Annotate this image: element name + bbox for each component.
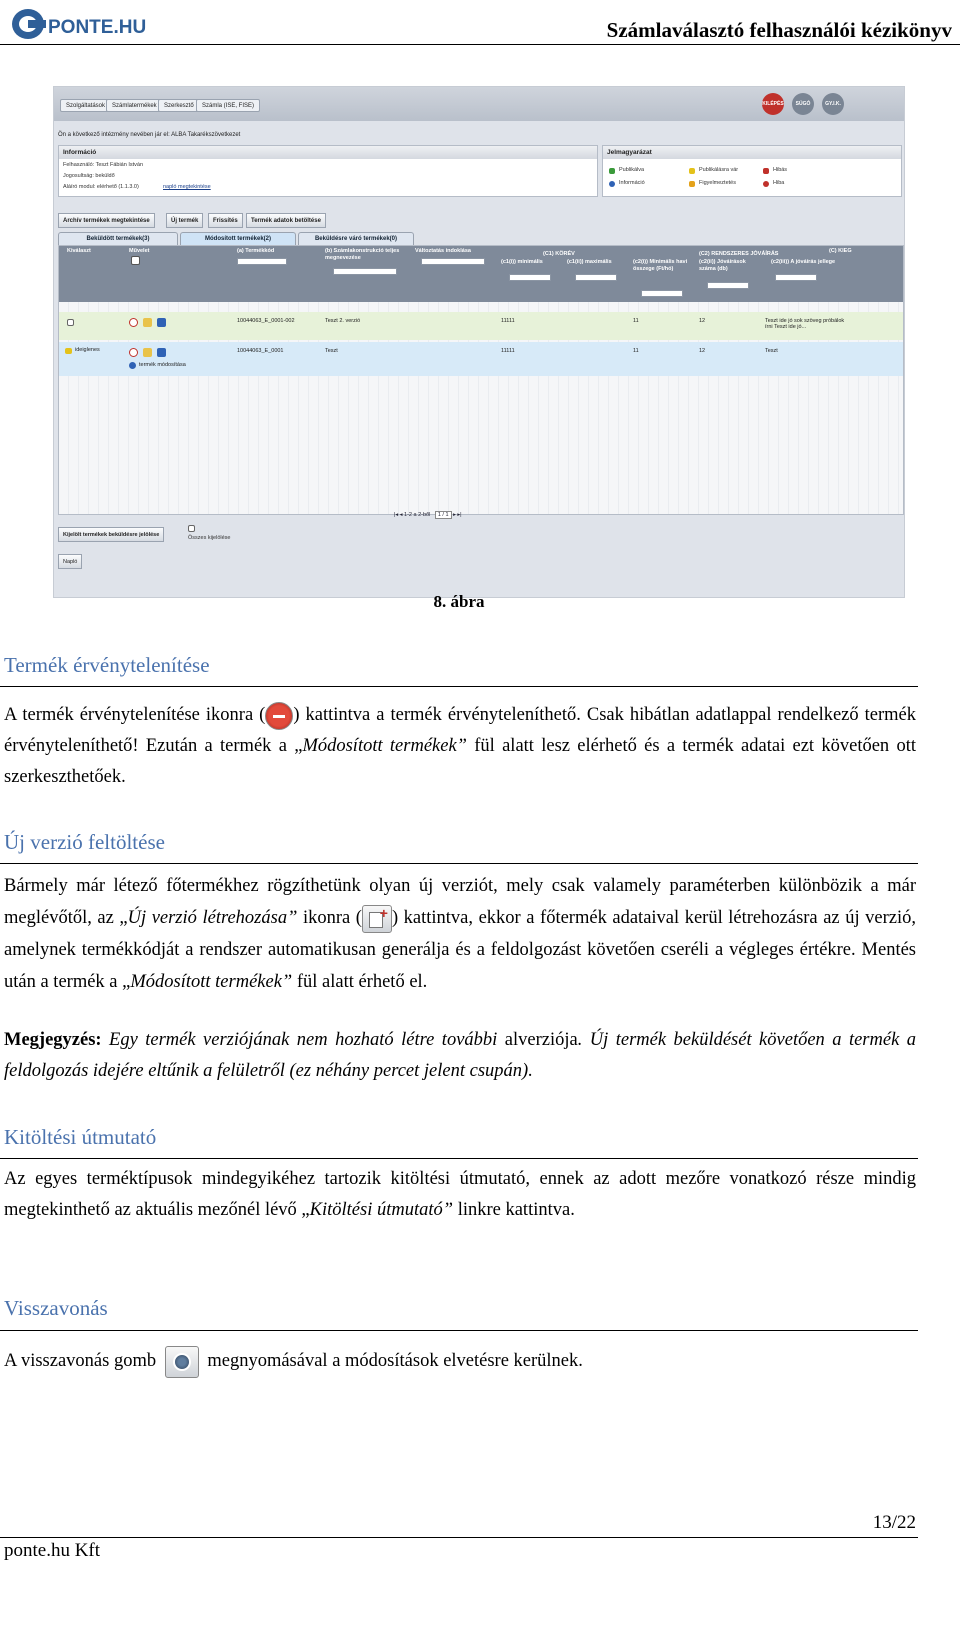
paragraph-fill-guide — [4, 1164, 916, 1226]
invalidate-icon[interactable] — [129, 318, 138, 327]
legend-info: Információ — [619, 180, 645, 186]
heading-fill-guide: Kitöltési útmutató — [4, 1125, 157, 1149]
row-note: Teszt — [765, 348, 778, 354]
row-info: termék módosítása — [139, 362, 186, 368]
filter-reason[interactable] — [421, 258, 485, 265]
col-c2-count: (c2(ii)) Jóváírások száma (db) — [699, 259, 746, 272]
text-run: ) kattintva, ekkor a főtermék adataival kerül létrehozásra az új verzió, amelynek termékkódját a rendszer automatikusan generálja és a feldolgozást követően cseréli a végleges értékre. Mentés után a termék a „ — [4, 908, 916, 992]
paragraph-invalidate — [4, 700, 916, 793]
row-value-3: 12 — [699, 318, 706, 324]
filter-c1-max[interactable] — [575, 274, 617, 281]
row-code: 10044063_E_0001 — [237, 348, 284, 354]
table-row[interactable] — [59, 342, 903, 376]
institution-line: Ön a következő intézmény nevében jár el: ALBA Takarékszövetkezet — [58, 132, 241, 138]
nav-tab-services[interactable]: Szolgáltatások — [60, 99, 111, 112]
log-button[interactable]: Napló — [58, 554, 82, 569]
row-name: Teszt 2. verzió — [325, 318, 361, 324]
footer-company: ponte.hu Kft — [4, 1540, 101, 1561]
tab-modified-products[interactable]: Módosított termékek(2) — [180, 232, 296, 245]
select-all-checkbox[interactable] — [188, 525, 195, 532]
new-version-icon: + — [362, 905, 392, 933]
filter-c2-min[interactable] — [641, 290, 683, 297]
products-grid — [58, 245, 904, 515]
filter-c1-min[interactable] — [509, 274, 551, 281]
faulty-icon — [763, 168, 769, 174]
footer-rule — [0, 1537, 918, 1538]
info-box-title: Információ — [59, 146, 597, 159]
ponte-logo — [8, 6, 183, 42]
section-rule — [0, 863, 918, 864]
published-icon — [609, 168, 615, 174]
col-action: Művelet — [129, 248, 150, 254]
info-box — [58, 145, 598, 197]
logout-button[interactable]: KILÉPÉS — [762, 93, 784, 115]
filter-c2-type[interactable] — [775, 274, 817, 281]
text-run: A visszavonás gomb — [4, 1351, 157, 1371]
heading-revoke: Visszavonás — [4, 1296, 108, 1320]
info-user: Felhasználó: Teszt Fábián István — [63, 162, 143, 168]
help-button[interactable]: SÚGÓ — [792, 93, 814, 115]
col-c2-min: (c2(i)) Minimális havi összege (Ft/hó) — [633, 259, 688, 272]
edit-icon[interactable] — [143, 348, 152, 357]
info-signer: Aláíró modul: elérhető (1.1.3.0) — [63, 184, 139, 190]
info-role: Jogosultság: beküldő — [63, 173, 115, 179]
italic-text: Új verzió létrehozása” — [127, 908, 298, 928]
new-version-icon[interactable] — [157, 348, 166, 357]
italic-text: . Új termék beküldését követően a termék a feldolgozás idejére eltűnik a felületről (ez néhány percet jelent csupán). — [4, 1030, 916, 1081]
grid-header — [59, 246, 903, 302]
row-checkbox[interactable] — [67, 319, 74, 326]
text-run: megnyomásával a módosítások elvetésre kerülnek. — [207, 1351, 583, 1371]
select-all-label: Összes kijelölése — [188, 535, 231, 541]
text-run: Az egyes terméktípusok mindegyikéhez tartozik kitöltési útmutató, ennek az adott mezőre vonatkozó része mindig megtekinthető az aktuális mezőnél lévő „ — [4, 1169, 916, 1220]
col-c1-min: (c1(i)) minimális — [501, 259, 543, 265]
heading-new-version: Új verzió feltöltése — [4, 830, 165, 854]
text-run: fül alatt lesz elérhető és a termék adatai ezt követően ott szerkeszthetőek. — [4, 736, 917, 787]
nav-tab-editor[interactable]: Szerkesztő — [158, 99, 200, 112]
info-icon — [609, 181, 615, 187]
pending-flag-icon — [65, 348, 72, 354]
row-value-1: 11111 — [501, 348, 515, 354]
logo-graphic — [8, 6, 183, 42]
col-code: (a) Termékkód — [237, 248, 275, 254]
row-value-2: 11 — [633, 348, 639, 354]
invalidate-icon[interactable] — [129, 348, 138, 357]
revoke-icon — [165, 1346, 199, 1378]
heading-invalidate: Termék érvénytelenítése — [4, 653, 210, 677]
italic-text: Kitöltési útmutató” — [309, 1200, 454, 1220]
edit-icon[interactable] — [143, 318, 152, 327]
refresh-button[interactable]: Frissítés — [208, 213, 243, 228]
col-c-extra: (C) KIEG — [829, 248, 852, 254]
col-c1-max: (c1(ii)) maximális — [567, 259, 612, 265]
text-run: linkre kattintva. — [453, 1200, 575, 1220]
legend-error: Hiba — [773, 180, 785, 186]
faq-button[interactable]: GY.I.K. — [822, 93, 844, 115]
italic-text: Módosított termékek” — [130, 972, 293, 992]
pager-text: 1-2 a 2-ből — [404, 512, 431, 518]
pager-next-icon[interactable]: ▸ ▸| — [453, 512, 462, 518]
archive-products-button[interactable]: Archív termékek megtekintése — [58, 213, 155, 228]
col-c2: (C2) RENDSZERES JÓVÁÍRÁS — [699, 251, 779, 257]
col-select: Kiválaszt — [67, 248, 91, 254]
paragraph-note — [4, 1025, 916, 1087]
nav-tab-account-products[interactable]: Számlatermékek — [106, 99, 163, 112]
legend-pending: Publikálásra vár — [699, 167, 739, 173]
logo-text: PONTE.HU — [48, 17, 147, 38]
text-run: alverziója — [504, 1030, 578, 1050]
pending-icon — [689, 168, 695, 174]
filter-name[interactable] — [333, 268, 397, 275]
tab-awaiting-products[interactable]: Beküldésre váró termékek(0) — [298, 232, 414, 245]
paragraph-new-version — [4, 870, 916, 998]
text-run: fül alatt érhető el. — [292, 972, 428, 992]
row-flag: ideiglenes — [75, 347, 100, 353]
warning-icon — [689, 181, 695, 187]
page-number: 13/22 — [872, 1512, 916, 1533]
load-product-data-button[interactable]: Termék adatok betöltése — [246, 213, 326, 228]
page-select[interactable]: 1 / 1 — [435, 511, 452, 519]
text-run: ) kattintva a termék érvényteleníthető. Csak hibátlan adatlappal rendelkező termék érvényteleníthető! Ezután a termék a „ — [4, 705, 917, 756]
table-row[interactable] — [59, 312, 903, 340]
new-product-button[interactable]: Új termék — [166, 213, 203, 228]
section-rule — [0, 1330, 918, 1331]
col-c2-type: (c2(iii)) A jóváírás jellege — [771, 259, 836, 265]
row-code: 10044063_E_0001-002 — [237, 318, 295, 324]
row-value-3: 12 — [699, 348, 706, 354]
row-value-1: 11111 — [501, 318, 515, 324]
text-run: ikonra ( — [297, 908, 362, 928]
error-icon — [763, 181, 769, 187]
paragraph-revoke — [4, 1343, 916, 1379]
nav-tab-account[interactable]: Számla (ISE, FISE) — [196, 99, 260, 112]
col-reason: Változtatás indoklása — [415, 248, 471, 254]
legend-published: Publikálva — [619, 167, 645, 173]
figure-caption: 8. ábra — [433, 592, 485, 611]
header-rule — [0, 44, 960, 45]
text-run: Bármely már létező főtermékhez rögzíthetünk olyan új verziót, mely csak valamely paraméterben különbözik a már meglévőtől, az „ — [4, 876, 916, 928]
text-run: A termék érvénytelenítése ikonra ( — [4, 705, 266, 725]
info-icon — [129, 362, 136, 369]
note-label: Megjegyzés: — [4, 1030, 102, 1050]
application-screenshot — [53, 86, 905, 598]
section-rule — [0, 1158, 918, 1159]
row-name: Teszt — [325, 348, 338, 354]
action-header-icon — [131, 256, 140, 265]
col-name: (b) Számlakonstrukció teljes megnevezése — [325, 248, 400, 261]
legend-box-title: Jelmagyarázat — [603, 146, 901, 159]
section-rule — [0, 686, 918, 687]
log-link[interactable]: napló megtekintése — [163, 184, 211, 190]
document-title: Számlaválasztó felhasználói kézikönyv — [606, 18, 952, 42]
legend-box — [602, 145, 902, 197]
row-value-2: 11 — [633, 318, 639, 324]
new-version-icon[interactable] — [157, 318, 166, 327]
legend-faulty: Hibás — [773, 167, 788, 173]
italic-text: Egy termék verziójának nem hozható létre további — [101, 1030, 505, 1050]
mark-for-submission-button[interactable]: Kijelölt termékek beküldésre jelölése — [58, 527, 164, 542]
pager-first-icon[interactable]: |◂ ◂ — [394, 512, 405, 518]
row-note: Teszt ide jó sok szöveg próbálok írni Teszt ide jó... — [765, 318, 845, 330]
pager — [394, 512, 462, 518]
legend-warning: Figyelmeztetés — [699, 180, 736, 186]
invalidate-icon — [265, 702, 293, 730]
filter-code[interactable] — [237, 258, 287, 265]
italic-text: Módosított termékek” — [302, 736, 467, 756]
col-c1: (C1) KÖRÉV — [543, 251, 575, 257]
filter-c2-count[interactable] — [707, 282, 749, 289]
tab-submitted-products[interactable]: Beküldött termékek(3) — [58, 232, 178, 245]
